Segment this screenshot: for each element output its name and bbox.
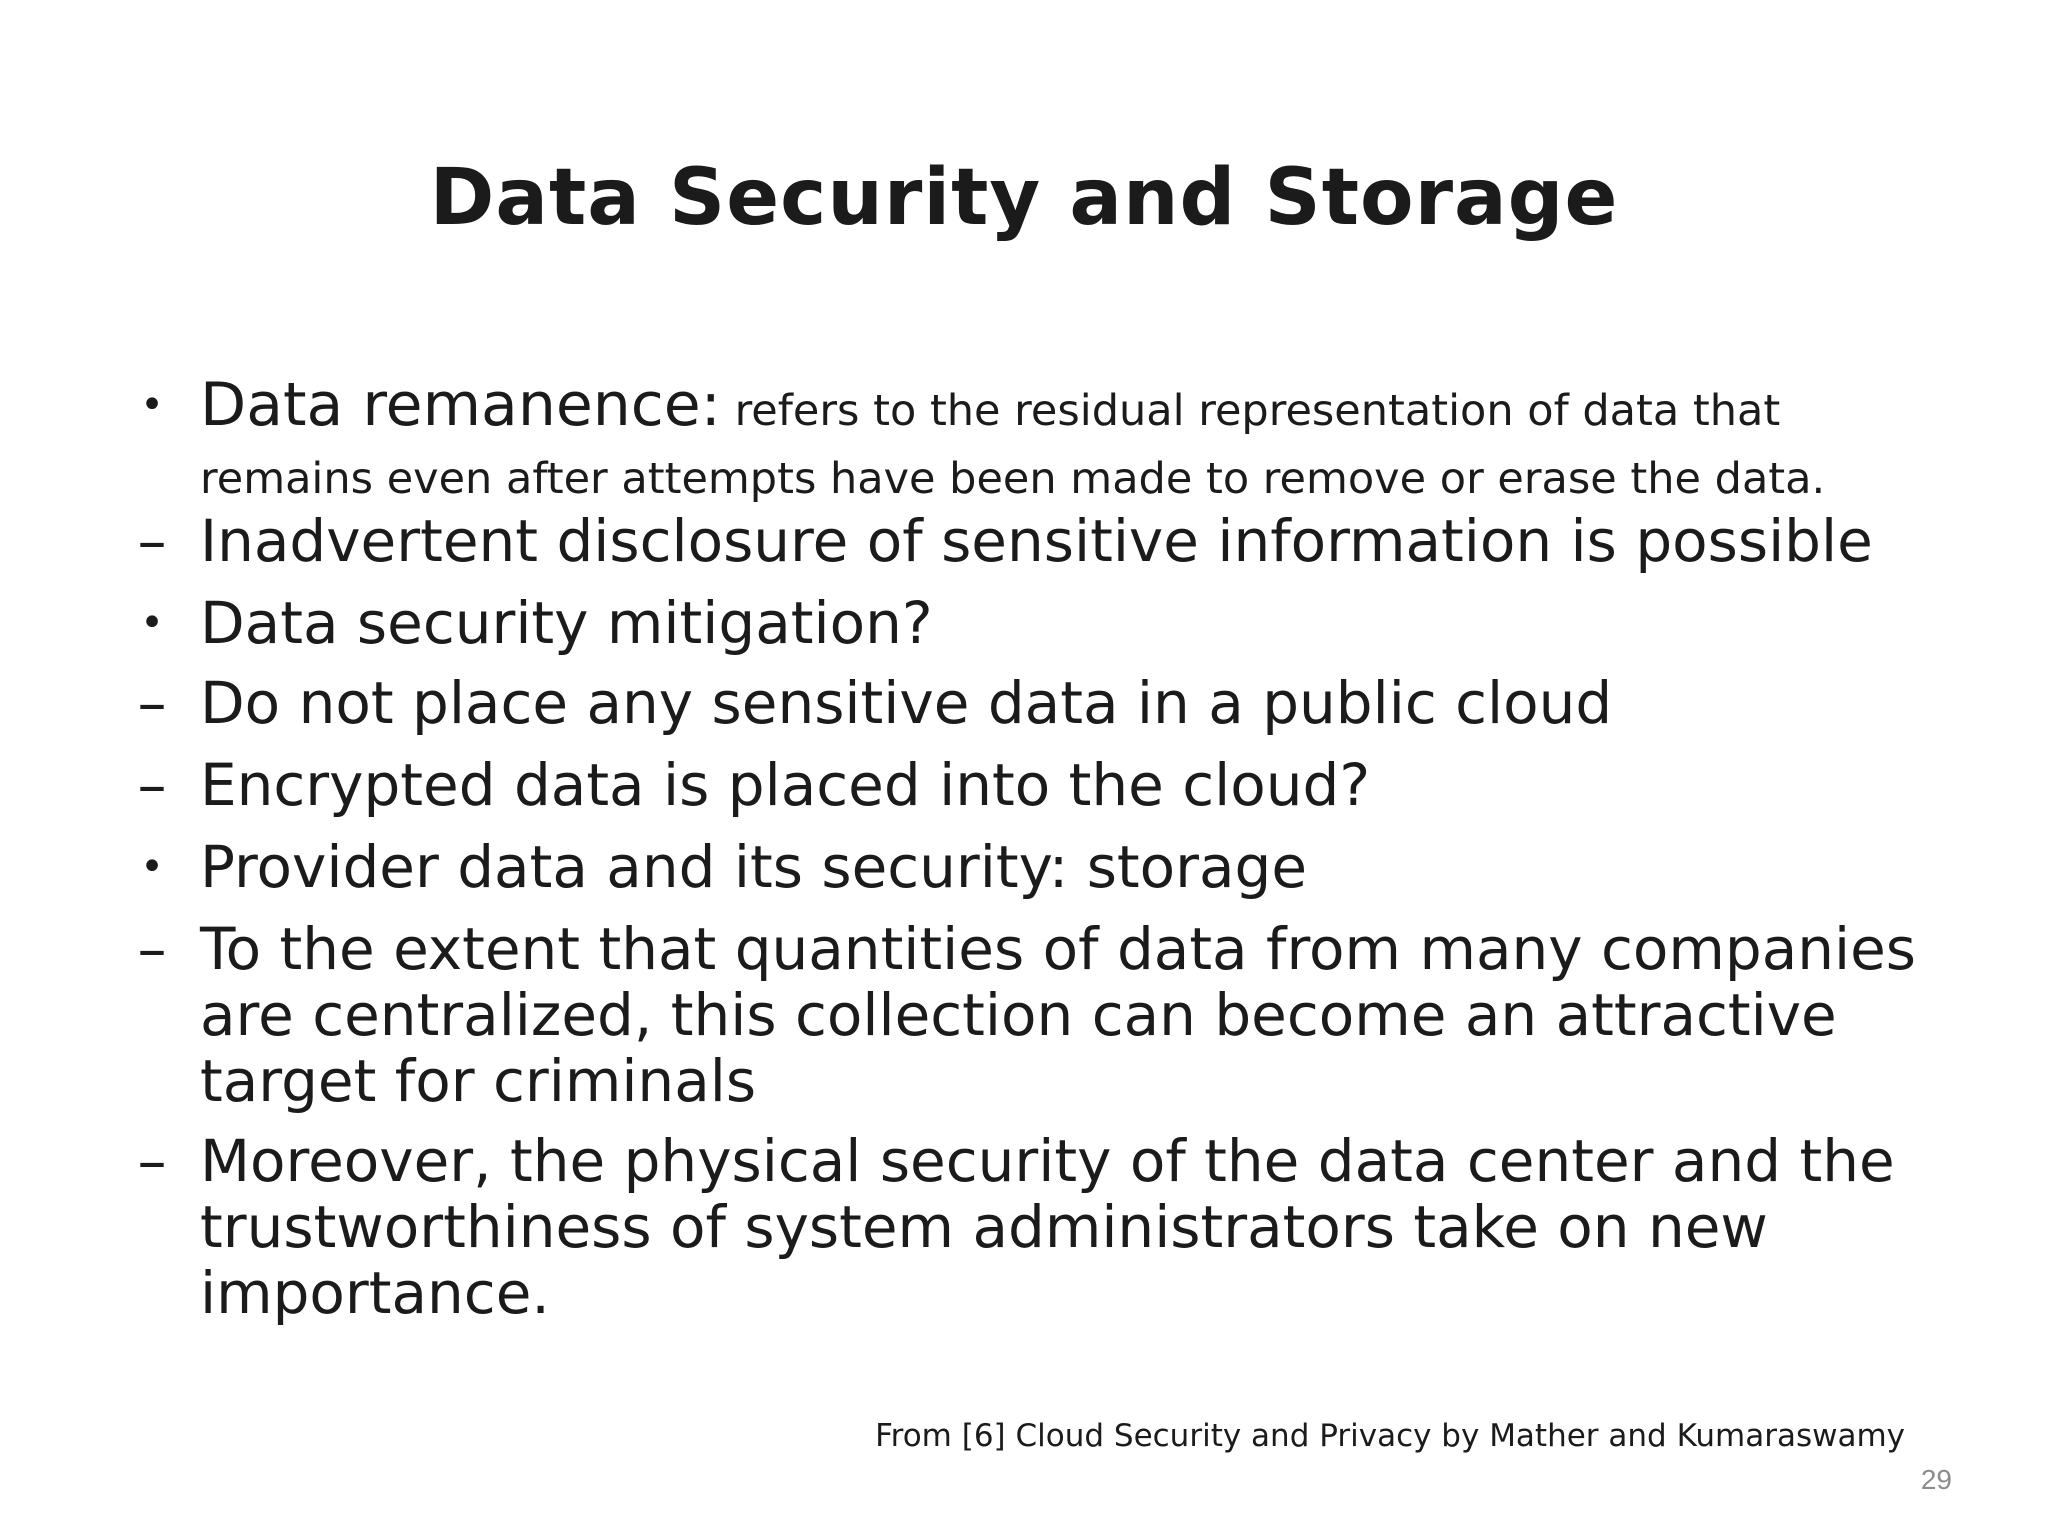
- sub-item-centralized-target: [137, 915, 1920, 1115]
- sub-item-text: Inadvertent disclosure of sensitive information is possible: [200, 507, 1873, 575]
- sub-item-no-sensitive-data: [137, 669, 1960, 737]
- page-number: 29: [1920, 1464, 1952, 1495]
- dash-marker: –: [137, 915, 167, 983]
- dash-marker: –: [137, 669, 167, 737]
- sub-item-physical-security: [137, 1127, 1920, 1327]
- dash-marker: –: [137, 1127, 167, 1195]
- bullet-text: Data security mitigation?: [200, 589, 933, 657]
- bullet-marker: •: [140, 382, 164, 428]
- dash-marker: –: [137, 507, 167, 575]
- sub-item-text: Encrypted data is placed into the cloud?: [200, 751, 1371, 819]
- slide-title: Data Security and Storage: [429, 153, 1619, 243]
- source-citation: From [6] Cloud Security and Privacy by Mather and Kumaraswamy: [875, 1418, 1905, 1454]
- bullet-item-mitigation: [140, 589, 1960, 657]
- bullet-definition: refers to the residual representation of data that remains even after attempts have been made to remove or erase the data.: [200, 386, 1826, 504]
- sub-item-text: Do not place any sensitive data in a public cloud: [200, 669, 1613, 737]
- dash-marker: –: [137, 751, 167, 819]
- sub-item-text: To the extent that quantities of data from many companies are centralized, this collection can become an attractive target for criminals: [200, 915, 1917, 1115]
- sub-item-inadvertent-disclosure: [137, 507, 1960, 575]
- sub-item-text: Moreover, the physical security of the data center and the trustworthiness of system administrators take on new importance.: [200, 1127, 1895, 1327]
- bullet-marker: •: [140, 600, 164, 646]
- sub-item-encrypted-data: [137, 751, 1960, 819]
- bullet-text: Provider data and its security: storage: [200, 833, 1308, 901]
- bullet-lead-term: Data remanence:: [200, 370, 721, 440]
- bullet-item-provider-storage: [140, 833, 1960, 901]
- bullet-marker: •: [140, 844, 164, 890]
- bullet-item-data-remanence: [140, 370, 1960, 508]
